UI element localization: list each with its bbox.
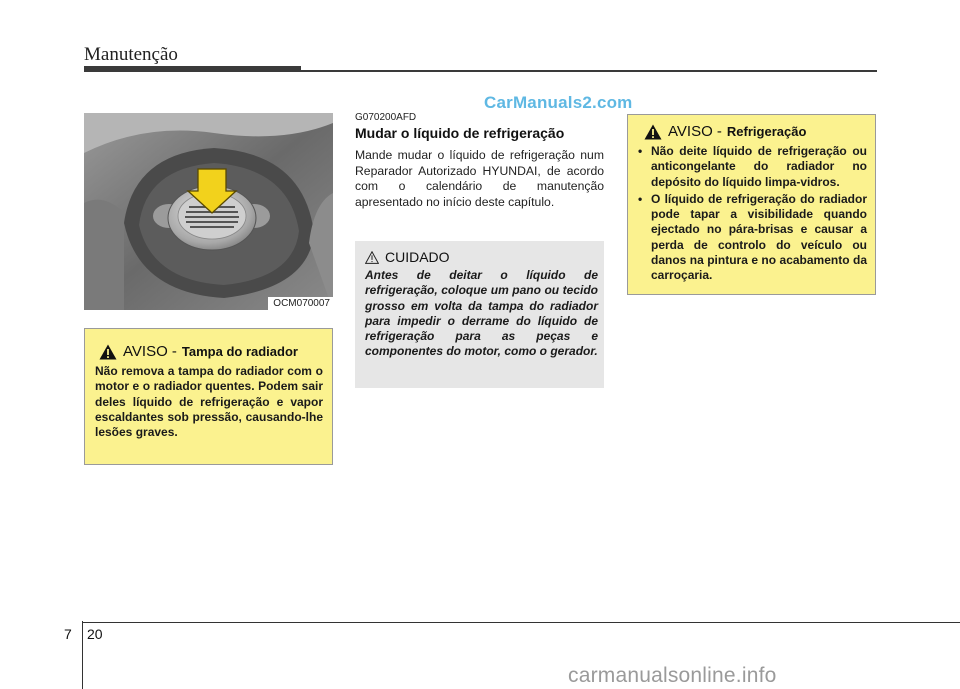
header-rule-thin [301,70,877,72]
warning-radiator-title-main: AVISO - [123,343,177,360]
header-rule-thick [84,66,301,72]
procedure-code: G070200AFD [355,112,417,123]
warning-radiator-title-sub: Tampa do radiador [181,344,298,359]
caution-title: CUIDADO [385,249,450,265]
chapter-number: 7 [64,626,72,642]
warning-coolant-item: Não deite líquido de refrigeração ou anticongelante do radiador no depósito do líquido limpa-vidros. [651,144,867,189]
procedure-heading: Mudar o líquido de refrigeração [355,125,565,141]
procedure-paragraph: Mande mudar o líquido de refrigeração num Reparador Autorizado HYUNDAI, de acordo com o calendário de manutenção apresentado no início deste capítulo. [355,148,604,209]
page-number: 20 [87,626,103,642]
warning-triangle-icon [99,344,117,360]
warning-coolant-title-main: AVISO - [668,123,722,140]
bullet-icon: • [638,144,643,158]
warning-coolant-title-row [644,123,867,140]
radiator-cap-photo [84,113,333,310]
warning-triangle-icon [644,124,662,140]
photo-caption: OCM070007 [268,297,333,310]
caution-text: Antes de deitar o líquido de refrigeração, coloque um pano ou tecido grosso em volta da tampa do radiador para impedir o derrame do líquido de refrigeração para as peças e componentes do motor, como o gerador. [365,268,598,359]
warning-coolant-title-sub: Refrigeração [726,124,807,139]
radiator-cap-illustration [84,113,333,310]
caution-title-row [365,249,598,265]
warning-coolant-box [627,114,876,295]
list-item [638,144,867,190]
footer-divider [82,621,83,689]
section-title: Manutenção [84,44,178,65]
warning-radiator-box [84,328,333,465]
warning-coolant-list [638,144,867,284]
warning-radiator-text: Não remova a tampa do radiador com o motor e o radiador quentes. Podem sair deles líquido de refrigeração e vapor escaldantes sob pressão, causando-lhe lesões graves. [95,364,323,440]
warning-radiator-title-row [99,343,323,360]
watermark-top-link[interactable]: CarManuals2.com [484,93,633,112]
bullet-icon: • [638,191,643,206]
caution-box [355,241,604,388]
list-item [638,192,867,284]
warning-coolant-item: O líquido de refrigeração do radiador pode tapar a visibilidade quando ejectado no pára-brisas e causar a perda de controlo do veículo ou danos na pintura e no acabamento da carroçaria. [651,191,867,283]
watermark-bottom-link[interactable]: carmanualsonline.info [568,664,777,687]
caution-triangle-icon [365,251,379,264]
footer-rule [83,622,960,623]
